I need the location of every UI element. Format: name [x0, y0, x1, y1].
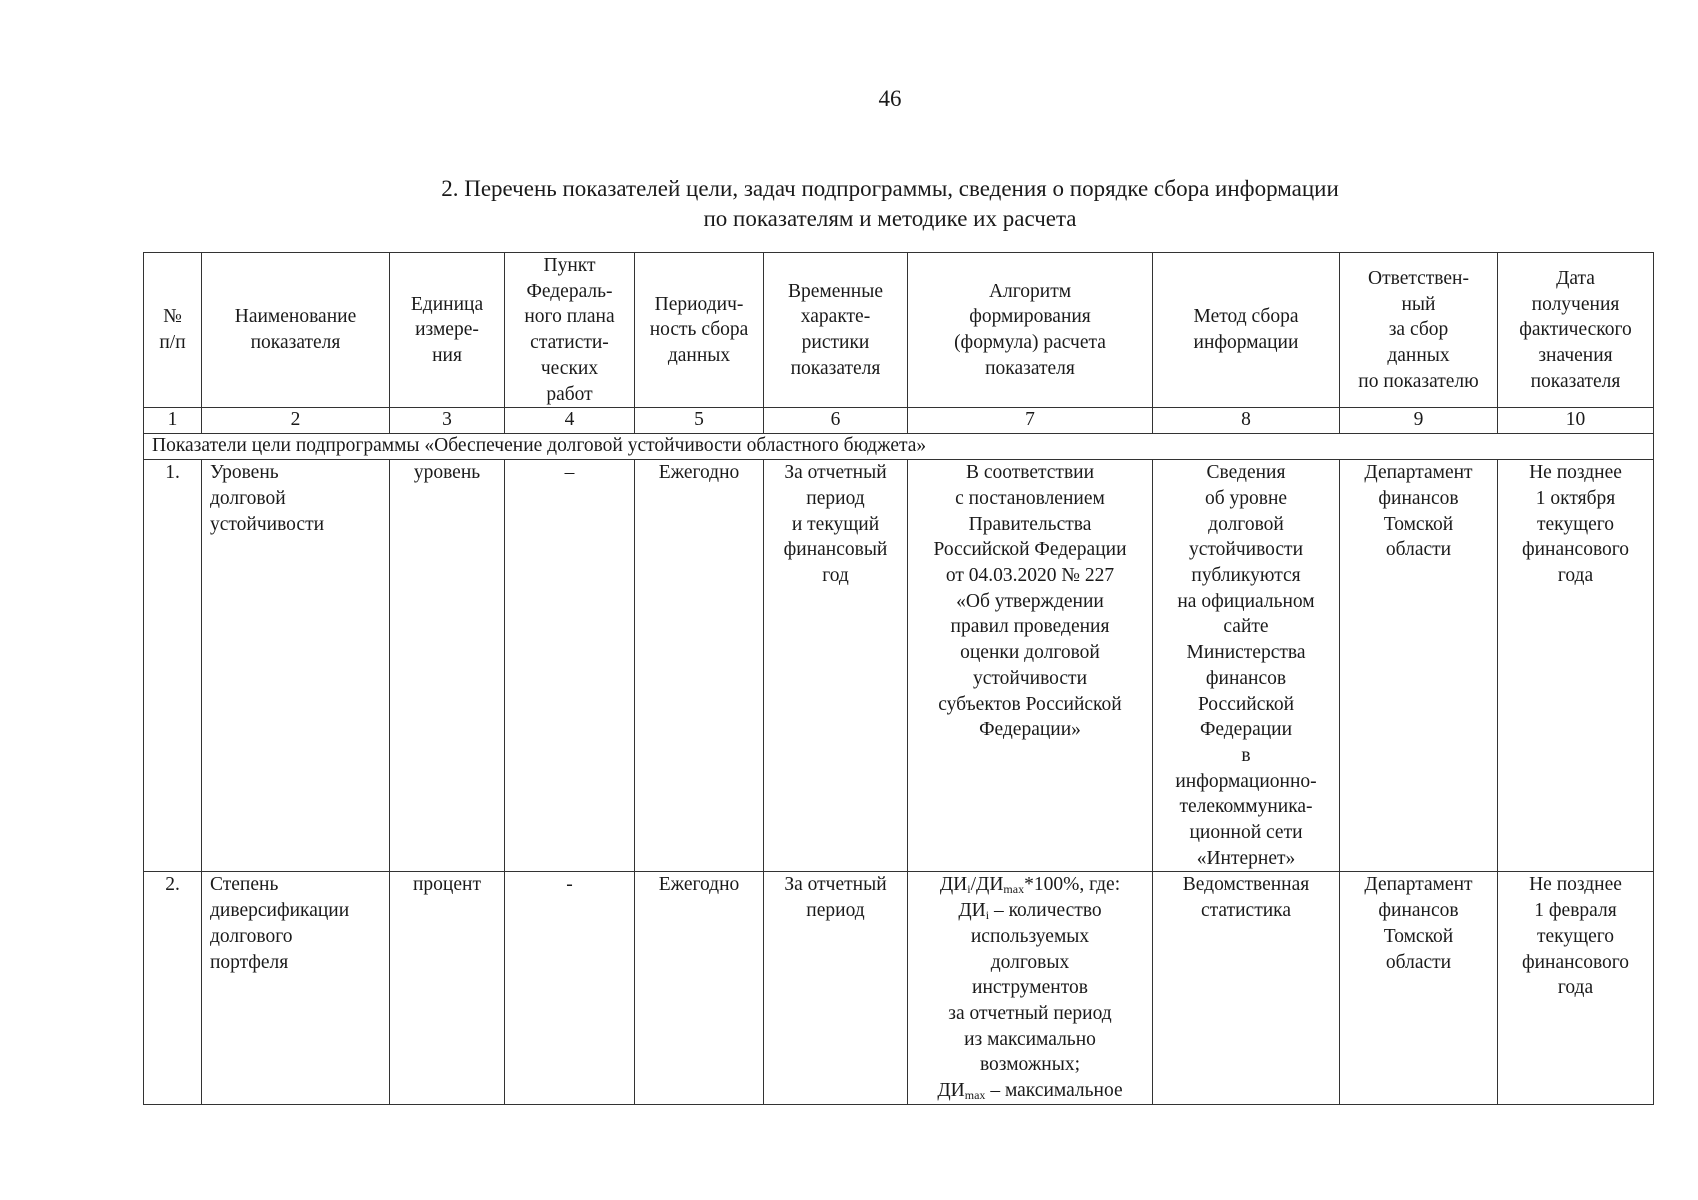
column-number: 7: [908, 408, 1153, 434]
definition-text: – количество используемых долговых инструментов за отчетный период из максимально возможных;: [948, 900, 1112, 1076]
formula-subscript: i: [967, 882, 971, 897]
collection-method: Ведомственная статистика: [1153, 872, 1340, 1104]
formula-symbol: /ДИ: [970, 874, 1004, 896]
column-number: 6: [764, 408, 908, 434]
federal-plan-item: –: [505, 460, 635, 872]
page-number: 46: [878, 86, 902, 111]
formula-subscript: max: [964, 1088, 986, 1103]
table-row: [144, 872, 1654, 1104]
header-cell: Временные характе- ристики показателя: [764, 253, 908, 408]
column-number: 8: [1153, 408, 1340, 434]
indicator-name: Степень диверсификации долгового портфеля: [202, 872, 390, 1104]
indicators-table: [143, 252, 1654, 1105]
section-title-row: [144, 434, 1654, 460]
header-cell: № п/п: [144, 253, 202, 408]
column-number: 5: [635, 408, 764, 434]
column-number: 3: [390, 408, 505, 434]
header-cell: Дата получения фактического значения показателя: [1498, 253, 1654, 408]
federal-plan-item: -: [505, 872, 635, 1104]
responsible: Департамент финансов Томской области: [1340, 460, 1498, 872]
unit: процент: [390, 872, 505, 1104]
header-row: [144, 253, 1654, 408]
column-numbers-row: [144, 408, 1654, 434]
responsible: Департамент финансов Томской области: [1340, 872, 1498, 1104]
header-cell: Единица измере- ния: [390, 253, 505, 408]
title-line-2: по показателям и методике их расчета: [703, 206, 1077, 231]
formula-subscript: i: [985, 908, 990, 923]
column-number: 9: [1340, 408, 1498, 434]
row-number: 2.: [144, 872, 202, 1104]
document-title: [0, 174, 1698, 234]
formula-symbol: ДИ: [939, 874, 968, 896]
formula-subscript: max: [1003, 882, 1025, 897]
header-cell: Алгоритм формирования (формула) расчета показателя: [908, 253, 1153, 408]
time-characteristics: За отчетный период: [764, 872, 908, 1104]
header-cell: Периодич- ность сбора данных: [635, 253, 764, 408]
definition-symbol: ДИ: [958, 900, 986, 922]
column-number: 1: [144, 408, 202, 434]
title-line-1: 2. Перечень показателей цели, задач подпрограммы, сведения о порядке сбора информации: [441, 176, 1339, 201]
time-characteristics: За отчетный период и текущий финансовый год: [764, 460, 908, 872]
formula-text: *100%, где:: [1024, 874, 1121, 896]
header-cell: Ответствен- ный за сбор данных по показателю: [1340, 253, 1498, 408]
periodicity: Ежегодно: [635, 872, 764, 1104]
row-number: 1.: [144, 460, 202, 872]
definition-symbol: ДИ: [937, 1080, 965, 1102]
algorithm: В соответствии с постановлением Правительства Российской Федерации от 04.03.2020 № 227 «Об утверждении правил проведения оценки долговой устойчивости субъектов Российской Федерации»: [908, 460, 1153, 872]
column-number: 2: [202, 408, 390, 434]
periodicity: Ежегодно: [635, 460, 764, 872]
unit: уровень: [390, 460, 505, 872]
table-row: [144, 460, 1654, 872]
header-cell: Наименование показателя: [202, 253, 390, 408]
section-title: Показатели цели подпрограммы «Обеспечение долговой устойчивости областного бюджета»: [144, 434, 1654, 460]
date-of-receipt: Не позднее 1 октября текущего финансового года: [1498, 460, 1654, 872]
header-cell: Метод сбора информации: [1153, 253, 1340, 408]
column-number: 4: [505, 408, 635, 434]
definition-text: – максимальное: [985, 1080, 1123, 1102]
indicator-name: Уровень долговой устойчивости: [202, 460, 390, 872]
collection-method: Сведения об уровне долговой устойчивости публикуются на официальном сайте Министерства финансов Российской Федерации в информационно- телекоммуника- ционной сети «Интернет»: [1153, 460, 1340, 872]
algorithm: [908, 872, 1153, 1104]
date-of-receipt: Не позднее 1 февраля текущего финансового года: [1498, 872, 1654, 1104]
header-cell: Пункт Федераль- ного плана статисти- ческих работ: [505, 253, 635, 408]
column-number: 10: [1498, 408, 1654, 434]
